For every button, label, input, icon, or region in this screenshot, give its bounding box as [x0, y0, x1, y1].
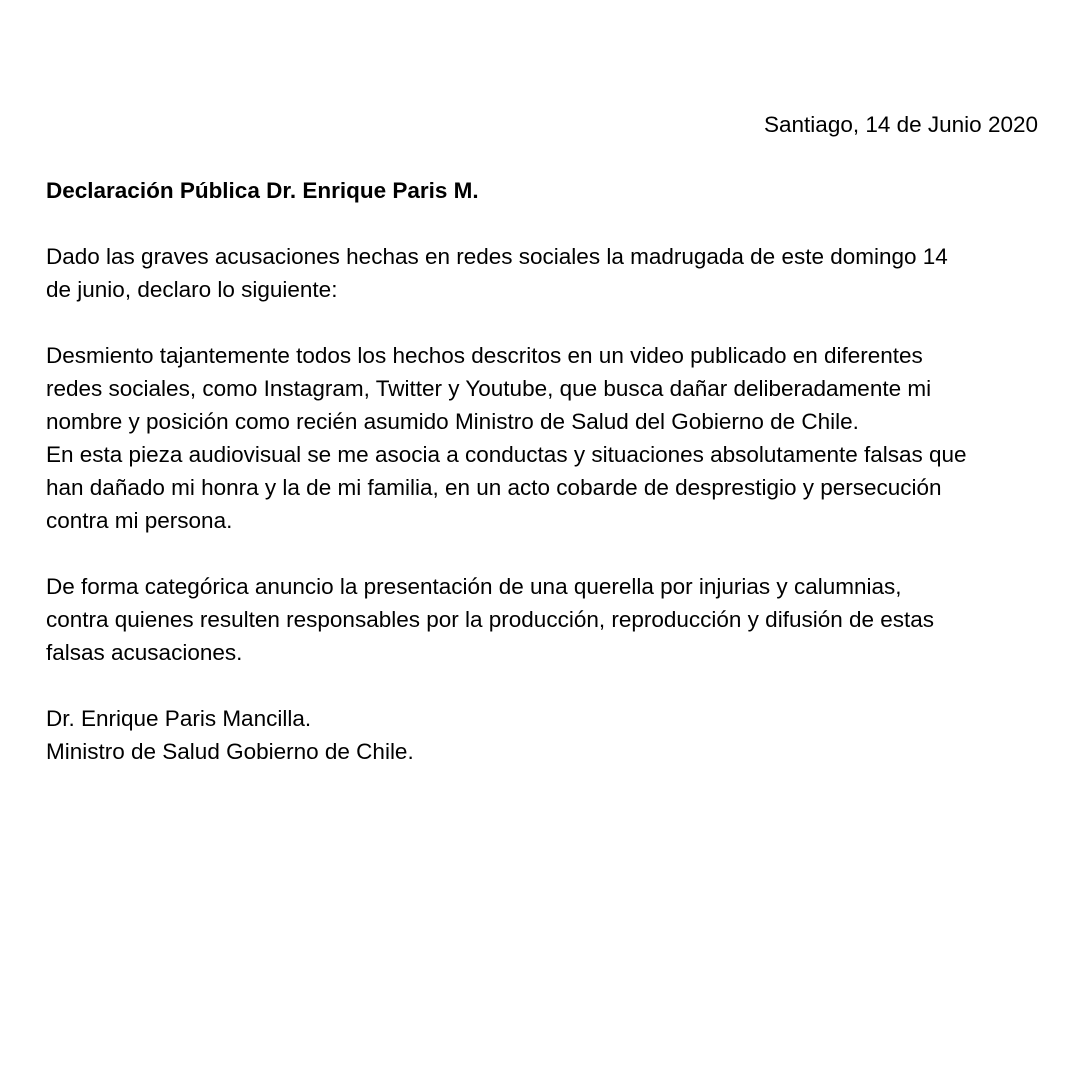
paragraph-lawsuit [46, 570, 1046, 669]
paragraph-line: En esta pieza audiovisual se me asocia a conductas y situaciones absolutamente falsas que [46, 442, 967, 467]
paragraph-line: nombre y posición como recién asumido Ministro de Salud del Gobierno de Chile. [46, 409, 859, 434]
paragraph-line: contra mi persona. [46, 508, 233, 533]
paragraph-line: Desmiento tajantemente todos los hechos descritos en un video publicado en diferentes [46, 343, 923, 368]
paragraph-line: De forma categórica anuncio la presentación de una querella por injurias y calumnias, [46, 574, 902, 599]
signature-name: Dr. Enrique Paris Mancilla. [46, 706, 312, 731]
paragraph-line: Dado las graves acusaciones hechas en redes sociales la madrugada de este domingo 14 [46, 244, 948, 269]
paragraph-denial [46, 339, 1046, 537]
paragraph-line: de junio, declaro lo siguiente: [46, 277, 338, 302]
document-date: Santiago, 14 de Junio 2020 [764, 112, 1038, 137]
signature-role: Ministro de Salud Gobierno de Chile. [46, 739, 414, 764]
paragraph-line: contra quienes resulten responsables por la producción, reproducción y difusión de estas [46, 607, 935, 632]
paragraph-line: han dañado mi honra y la de mi familia, en un acto cobarde de desprestigio y persecución [46, 475, 942, 500]
paragraph-line: falsas acusaciones. [46, 640, 243, 665]
paragraph-intro [46, 240, 1046, 306]
paragraph-line: redes sociales, como Instagram, Twitter y Youtube, que busca dañar deliberadamente mi [46, 376, 932, 401]
signature-block [46, 702, 1046, 768]
document-title: Declaración Pública Dr. Enrique Paris M. [46, 178, 479, 203]
